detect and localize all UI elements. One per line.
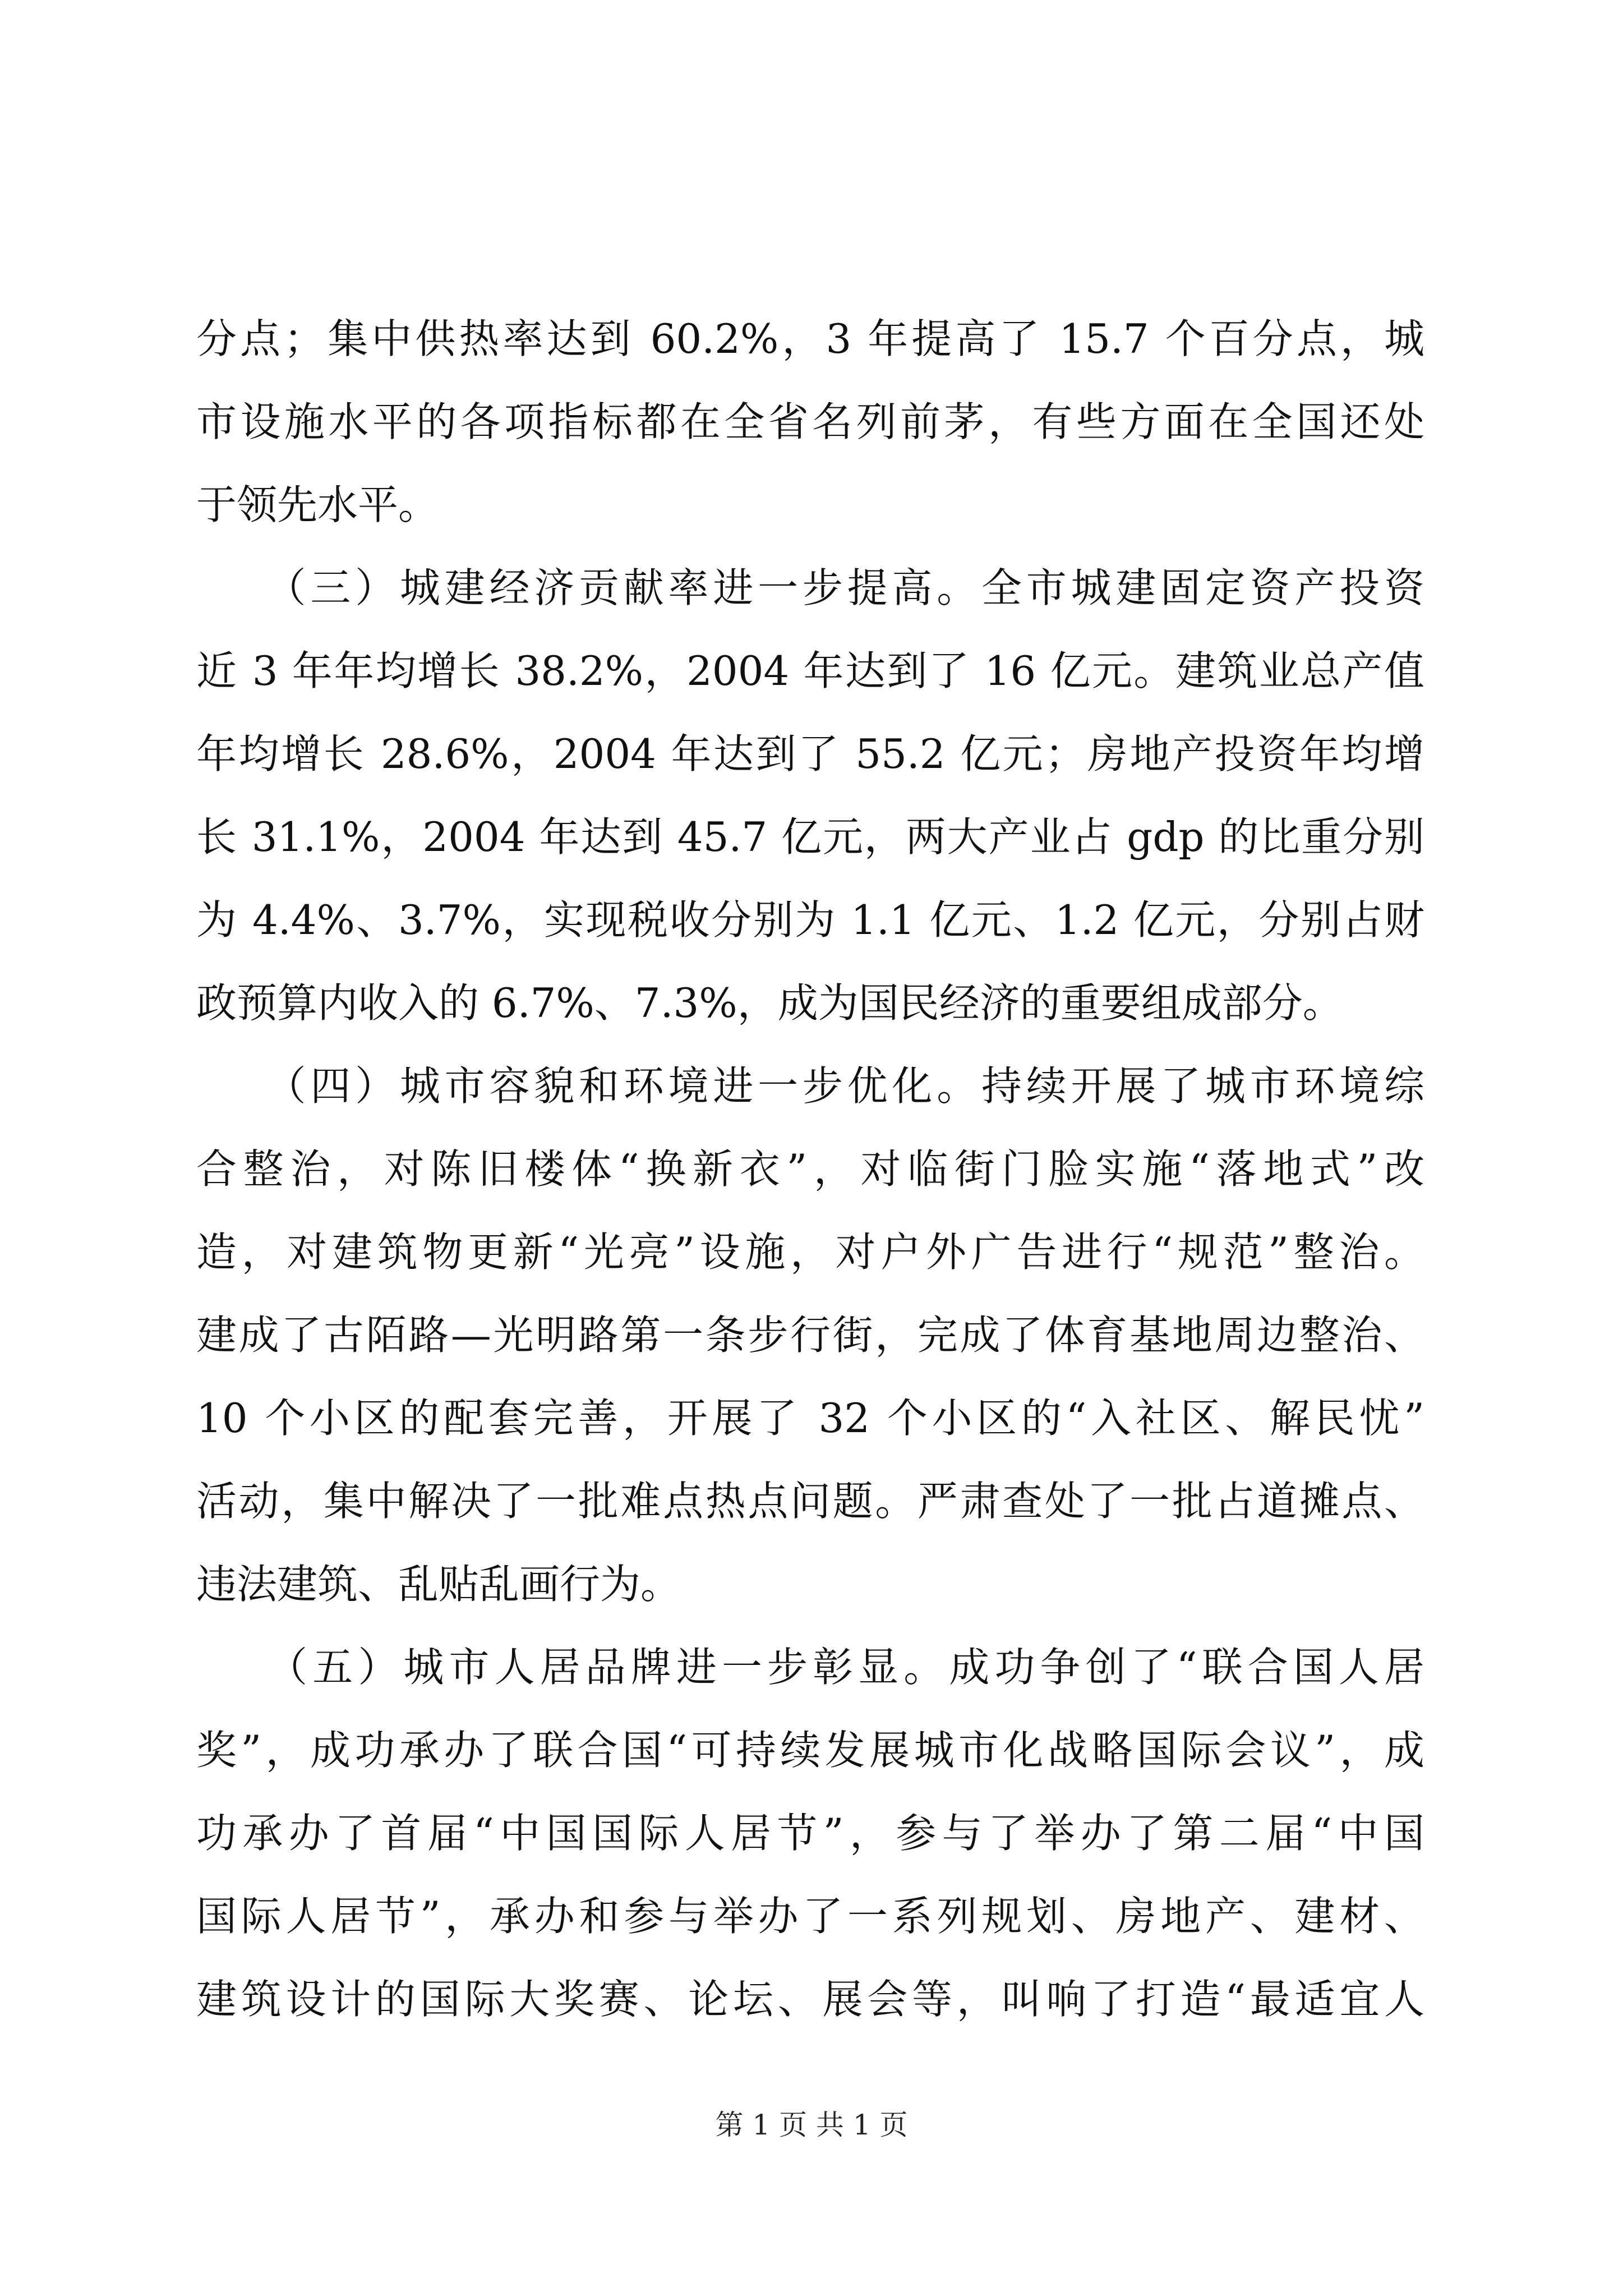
text-line: 合整治，对陈旧楼体“换新衣”，对临街门脸实施“落地式”改: [196, 1145, 1424, 1193]
text-line: （三）城建经济贡献率进一步提高。全市城建固定资产投资: [196, 564, 1424, 611]
text-line: 10 个小区的配套完善，开展了 32 个小区的“入社区、解民忧”: [196, 1395, 1424, 1442]
document-body: [196, 297, 1424, 2041]
text-line: 造，对建筑物更新“光亮”设施，对户外广告进行“规范”整治。: [196, 1228, 1424, 1276]
text-line: （四）城市容貌和环境进一步优化。持续开展了城市环境综: [196, 1062, 1424, 1110]
text-line: （五）城市人居品牌进一步彰显。成功争创了“联合国人居: [196, 1644, 1424, 1691]
text-line: 国际人居节”，承办和参与举办了一系列规划、房地产、建材、: [196, 1893, 1424, 1940]
text-line: 政预算内收入的 6.7%、7.3%，成为国民经济的重要组成部分。: [196, 979, 1343, 1027]
text-line: 长 31.1%，2004 年达到 45.7 亿元，两大产业占 gdp 的比重分别: [196, 813, 1424, 861]
text-line: 建成了古陌路—光明路第一条步行街，完成了体育基地周边整治、: [196, 1312, 1424, 1359]
text-line: 功承办了首届“中国国际人居节”，参与了举办了第二届“中国: [196, 1810, 1424, 1857]
page-footer: 第 1 页 共 1 页: [715, 2109, 908, 2141]
text-line: 活动，集中解决了一批难点热点问题。严肃查处了一批占道摊点、: [196, 1478, 1424, 1525]
paragraph-1: [196, 297, 1424, 546]
paragraph-3: [196, 1045, 1424, 1626]
text-line: 违法建筑、乱贴乱画行为。: [196, 1561, 681, 1608]
text-line: 奖”，成功承办了联合国“可持续发展城市化战略国际会议”，成: [196, 1727, 1424, 1774]
text-line: 市设施水平的各项指标都在全省名列前茅，有些方面在全国还处: [196, 398, 1424, 445]
text-line: 建筑设计的国际大奖赛、论坛、展会等，叫响了打造“最适宜人: [196, 1976, 1424, 2023]
text-line: 近 3 年年均增长 38.2%，2004 年达到了 16 亿元。建筑业总产值: [196, 647, 1424, 694]
text-line: 分点；集中供热率达到 60.2%，3 年提高了 15.7 个百分点，城: [196, 315, 1424, 362]
text-line: 于领先水平。: [196, 481, 439, 528]
text-line: 为 4.4%、3.7%，实现税收分别为 1.1 亿元、1.2 亿元，分别占财: [196, 896, 1424, 944]
paragraph-2: [196, 546, 1424, 1045]
text-line: 年均增长 28.6%，2004 年达到了 55.2 亿元；房地产投资年均增: [196, 730, 1424, 777]
paragraph-4: [196, 1626, 1424, 2041]
